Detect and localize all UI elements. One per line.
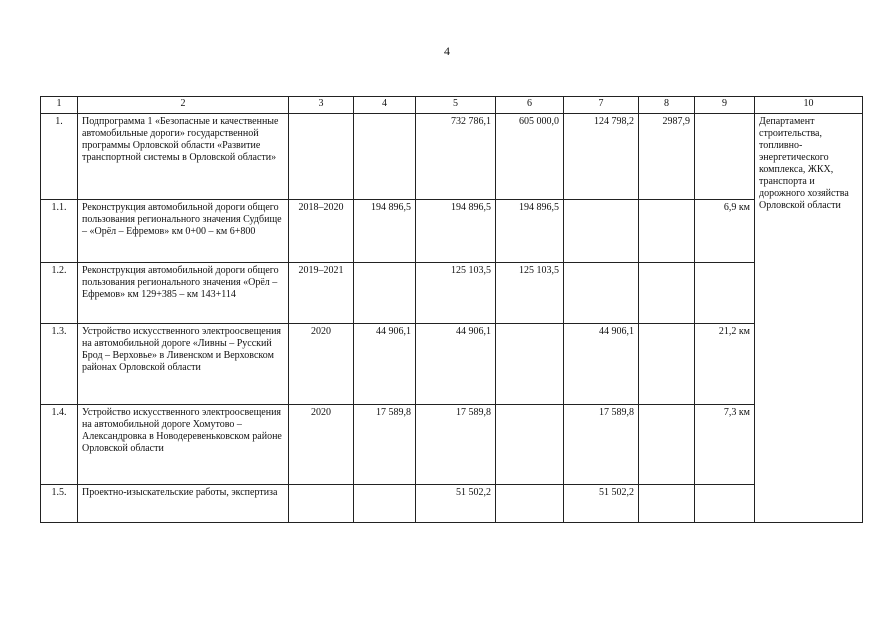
- row-col4: 17 589,8: [354, 405, 416, 485]
- row-col7: 124 798,2: [564, 114, 639, 200]
- row-col7: [564, 200, 639, 263]
- page-number: 4: [444, 44, 450, 58]
- row-name: Устройство искусственного электроосвещения на автомобильной дороге «Ливны – Русский Брод – Верховье» в Ливенском и Верховском районах Орловской области: [78, 324, 289, 405]
- row-col5: 17 589,8: [416, 405, 496, 485]
- row-name: Подпрограмма 1 «Безопасные и качественные автомобильные дороги» государственной программы Орловской области «Развитие транспортной системы в Орловской области»: [78, 114, 289, 200]
- column-header: 3: [289, 97, 354, 114]
- table-row: [41, 324, 863, 405]
- column-header: 2: [78, 97, 289, 114]
- column-header: 8: [639, 97, 695, 114]
- row-col9: 21,2 км: [695, 324, 755, 405]
- column-header: 5: [416, 97, 496, 114]
- row-col9: 6,9 км: [695, 200, 755, 263]
- row-number: 1.: [41, 114, 78, 200]
- column-header: 10: [755, 97, 863, 114]
- row-col5: 732 786,1: [416, 114, 496, 200]
- row-number: 1.1.: [41, 200, 78, 263]
- row-col5: 44 906,1: [416, 324, 496, 405]
- row-number: 1.2.: [41, 263, 78, 324]
- row-col6: 605 000,0: [496, 114, 564, 200]
- header-row: [41, 97, 863, 114]
- table-row: [41, 114, 863, 200]
- row-col4: 194 896,5: [354, 200, 416, 263]
- row-col5: 51 502,2: [416, 485, 496, 523]
- row-col4: 44 906,1: [354, 324, 416, 405]
- row-years: 2019–2021: [289, 263, 354, 324]
- row-col8: 2987,9: [639, 114, 695, 200]
- row-name: Проектно-изыскательские работы, экспертиза: [78, 485, 289, 523]
- row-name: Реконструкция автомобильной дороги общего пользования регионального значения «Орёл – Ефремов» км 129+385 – км 143+114: [78, 263, 289, 324]
- row-number: 1.5.: [41, 485, 78, 523]
- row-col8: [639, 200, 695, 263]
- row-years: [289, 114, 354, 200]
- row-col9: [695, 114, 755, 200]
- row-col8: [639, 263, 695, 324]
- row-col9: [695, 485, 755, 523]
- row-years: 2018–2020: [289, 200, 354, 263]
- row-col7: 51 502,2: [564, 485, 639, 523]
- column-header: 1: [41, 97, 78, 114]
- table-row: [41, 200, 863, 263]
- row-name: Устройство искусственного электроосвещения на автомобильной дороге Хомутово – Александровка в Новодеревеньковском районе Орловской области: [78, 405, 289, 485]
- row-col4: [354, 263, 416, 324]
- row-col4: [354, 485, 416, 523]
- row-years: 2020: [289, 405, 354, 485]
- row-number: 1.3.: [41, 324, 78, 405]
- column-header: 4: [354, 97, 416, 114]
- row-col4: [354, 114, 416, 200]
- table-row: [41, 263, 863, 324]
- table-row: [41, 405, 863, 485]
- row-col6: [496, 324, 564, 405]
- column-header: 6: [496, 97, 564, 114]
- row-col6: [496, 485, 564, 523]
- row-years: 2020: [289, 324, 354, 405]
- row-col7: [564, 263, 639, 324]
- row-col8: [639, 405, 695, 485]
- row-number: 1.4.: [41, 405, 78, 485]
- department-cell: Департамент строительства, топливно-энергетического комплекса, ЖКХ, транспорта и дорожного хозяйства Орловской области: [755, 114, 863, 523]
- row-col7: 44 906,1: [564, 324, 639, 405]
- row-col8: [639, 324, 695, 405]
- row-col9: 7,3 км: [695, 405, 755, 485]
- column-header: 9: [695, 97, 755, 114]
- table-row: [41, 485, 863, 523]
- row-col9: [695, 263, 755, 324]
- program-table: [40, 96, 863, 523]
- row-years: [289, 485, 354, 523]
- row-col5: 194 896,5: [416, 200, 496, 263]
- row-name: Реконструкция автомобильной дороги общего пользования регионального значения Судбище – «Орёл – Ефремов» км 0+00 – км 6+800: [78, 200, 289, 263]
- row-col7: 17 589,8: [564, 405, 639, 485]
- row-col8: [639, 485, 695, 523]
- row-col5: 125 103,5: [416, 263, 496, 324]
- column-header: 7: [564, 97, 639, 114]
- row-col6: [496, 405, 564, 485]
- row-col6: 194 896,5: [496, 200, 564, 263]
- row-col6: 125 103,5: [496, 263, 564, 324]
